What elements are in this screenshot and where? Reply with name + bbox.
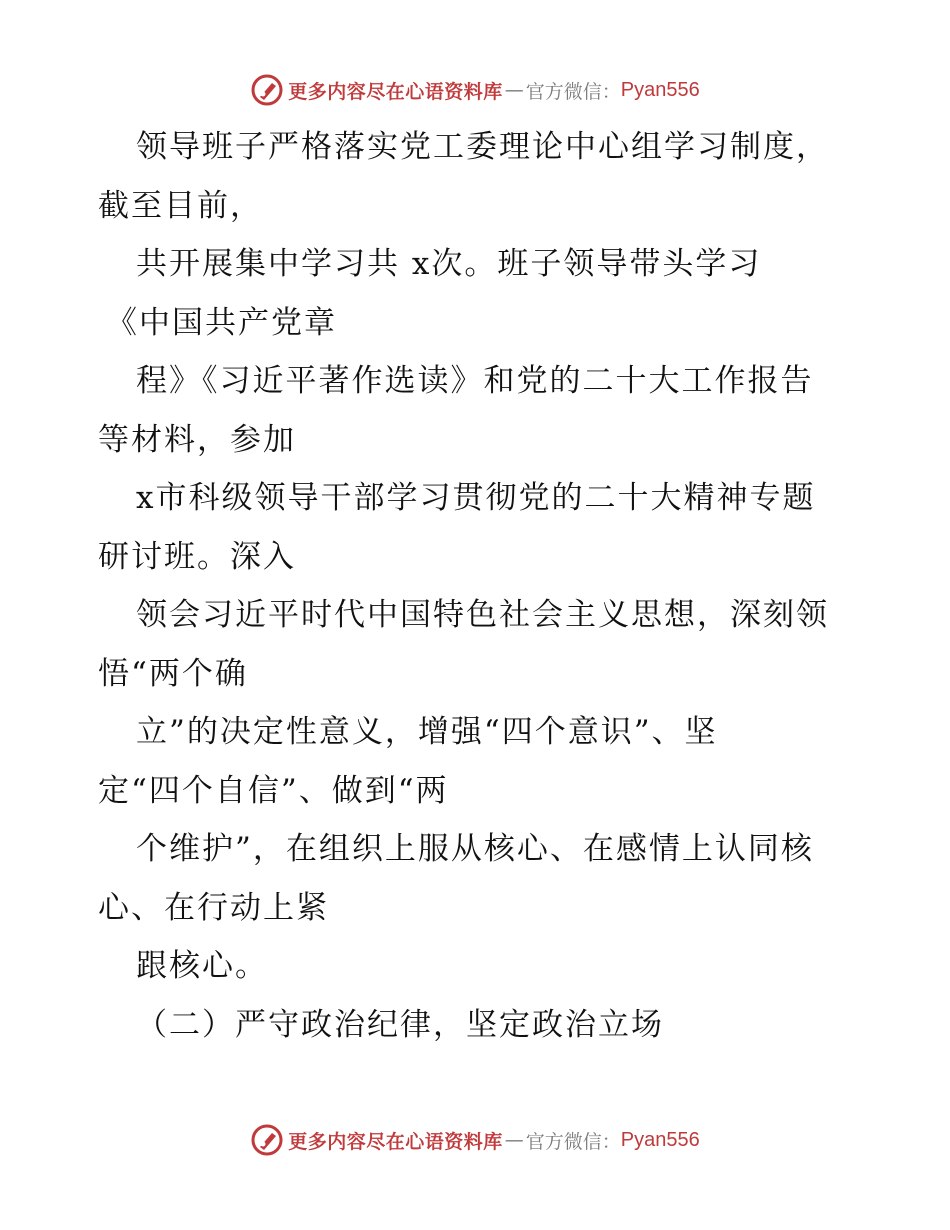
watermark-account: Pyan556 [620,78,700,101]
body-line: 程》《习近平著作选读》和党的二十大工作报告 [136,363,814,399]
watermark-dash: — [504,79,524,101]
body-line: x市科级领导干部学习贯彻党的二十大精神专题 [136,480,816,516]
watermark-sub-text: 官方微信： [525,80,621,103]
body-line: 研讨班。深入 [98,538,296,575]
body-line: 跟核心。 [136,948,268,984]
body-line: 心、在行动上紧 [98,889,329,926]
body-line: 共开展集中学习共 x次。班子领导带头学习 [136,246,762,282]
header-watermark [0,70,950,110]
watermark-main-text: 更多内容尽在心语资料库 [288,80,503,103]
footer-watermark [0,1120,950,1160]
body-line: 定“四个自信”、做到“两 [98,772,449,809]
body-line: 立”的决定性意义，增强“四个意识”、坚 [136,714,718,750]
body-line: 领会习近平时代中国特色社会主义思想，深刻领 [136,597,829,633]
body-line: 等材料，参加 [98,421,296,458]
document-body [98,118,898,1054]
watermark-sub-text: 官方微信： [525,1130,621,1153]
watermark-main-text: 更多内容尽在心语资料库 [288,1130,503,1153]
section-heading: （二）严守政治纪律，坚定政治立场 [136,1006,664,1043]
pen-nib-logo-icon [250,1123,284,1157]
watermark-account: Pyan556 [620,1128,700,1151]
body-line: 《中国共产党章 [106,304,337,341]
body-line: 领导班子严格落实党工委理论中心组学习制度， [136,129,829,165]
body-line: 个维护”，在组织上服从核心、在感情上认同核 [136,831,814,867]
pen-nib-logo-icon [250,73,284,107]
body-line: 截至目前， [98,187,263,224]
watermark-dash: — [504,1129,524,1151]
body-line: 悟“两个确 [98,655,248,692]
